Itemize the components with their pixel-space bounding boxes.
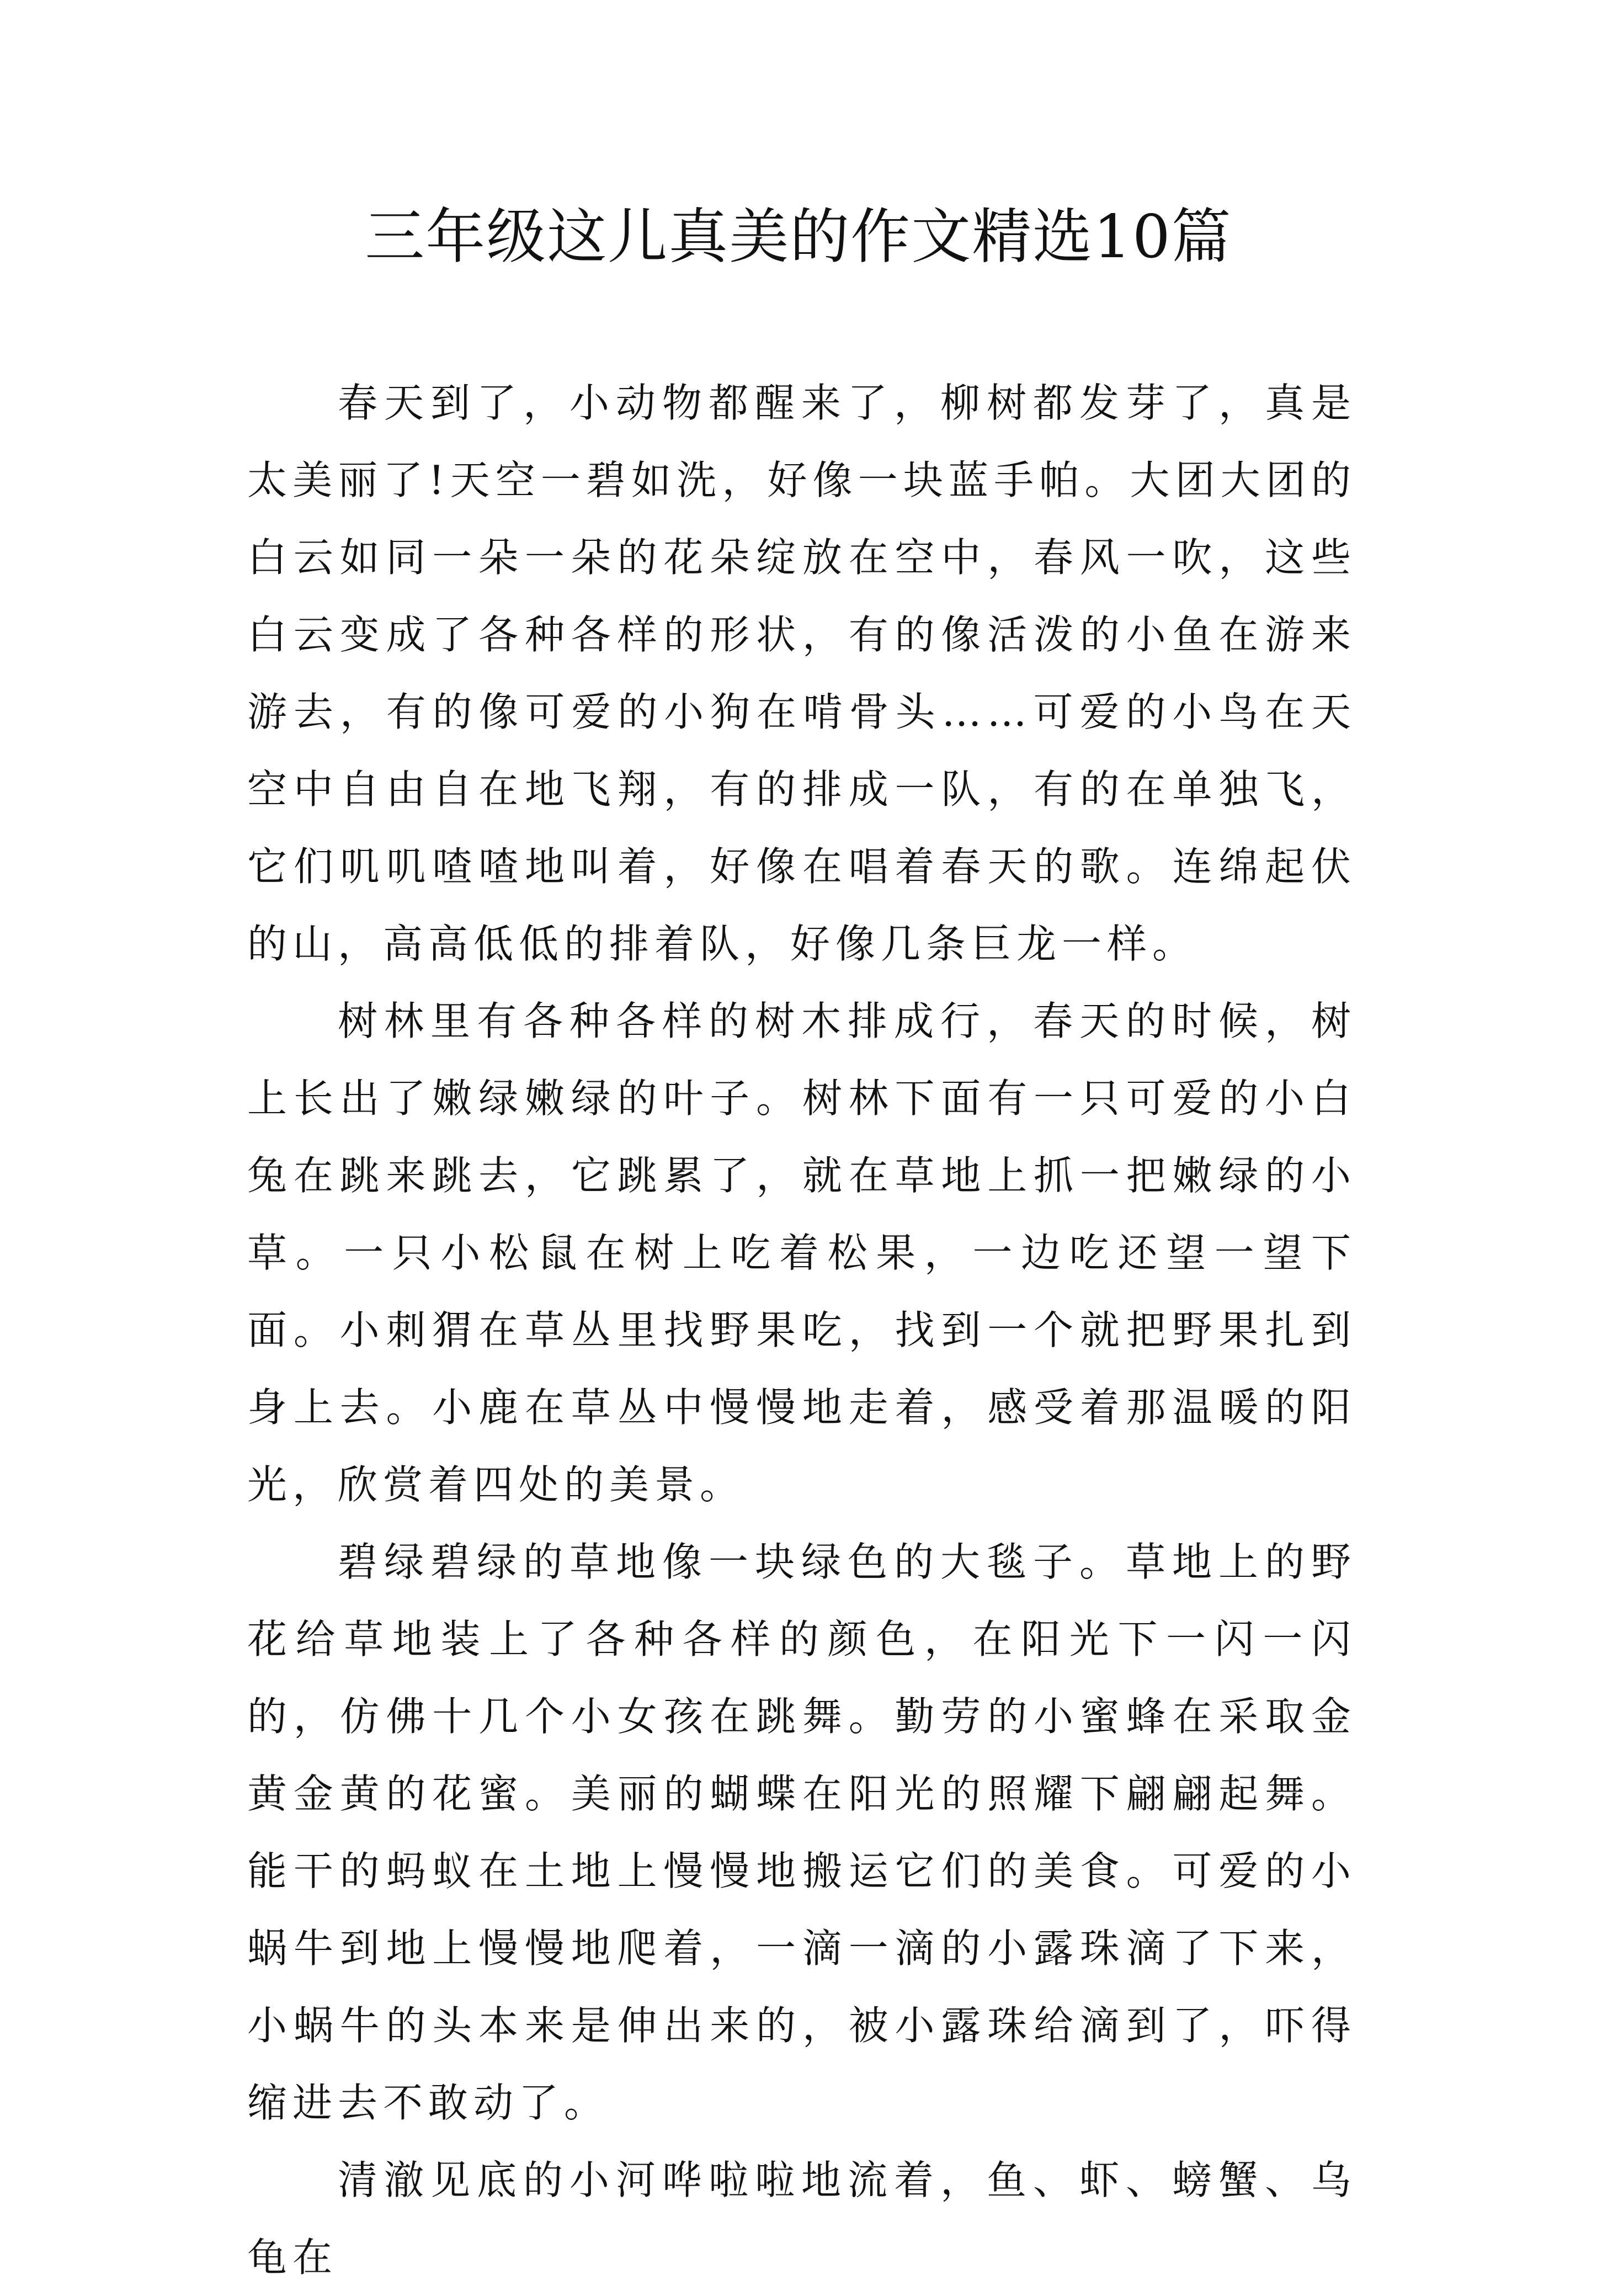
paragraph-forest: 树林里有各种各样的树木排成行，春天的时候，树上长出了嫩绿嫩绿的叶子。树林下面有一只可爱的小白兔在跳来跳去，它跳累了，就在草地上抓一把嫩绿的小草。一只小松鼠在树上吃着松果，一边吃还望一望下面。小刺猬在草丛里找野果吃，找到一个就把野果扎到身上去。小鹿在草丛中慢慢地走着，感受着那温暖的阳光，欣赏着四处的美景。 (247, 998, 1356, 1508)
paragraph-meadow: 碧绿碧绿的草地像一块绿色的大毯子。草地上的野花给草地装上了各种各样的颜色，在阳光下一闪一闪的，仿佛十几个小女孩在跳舞。勤劳的小蜜蜂在采取金黄金黄的花蜜。美丽的蝴蝶在阳光的照耀下翩翩起舞。能干的蚂蚁在土地上慢慢地搬运它们的美食。可爱的小蜗牛到地上慢慢地爬着，一滴一滴的小露珠滴了下来，小蜗牛的头本来是伸出来的，被小露珠给滴到了，吓得缩进去不敢动了。 (247, 1539, 1356, 2126)
document-title: 三年级这儿真美的作文精选10篇 (365, 203, 1232, 272)
paragraph-river: 清澈见底的小河哗啦啦地流着，鱼、虾、螃蟹、乌龟在 (247, 2157, 1356, 2281)
document-body (247, 364, 1356, 2296)
paragraph-spring-sky: 春天到了，小动物都醒来了，柳树都发芽了，真是太美丽了!天空一碧如洗，好像一块蓝手帕。大团大团的白云如同一朵一朵的花朵绽放在空中，春风一吹，这些白云变成了各种各样的形状，有的像活泼的小鱼在游来游去，有的像可爱的小狗在啃骨头……可爱的小鸟在天空中自由自在地飞翔，有的排成一队，有的在单独飞，它们叽叽喳喳地叫着，好像在唱着春天的歌。连绵起伏的山，高高低低的排着队，好像几条巨龙一样。 (247, 380, 1356, 967)
